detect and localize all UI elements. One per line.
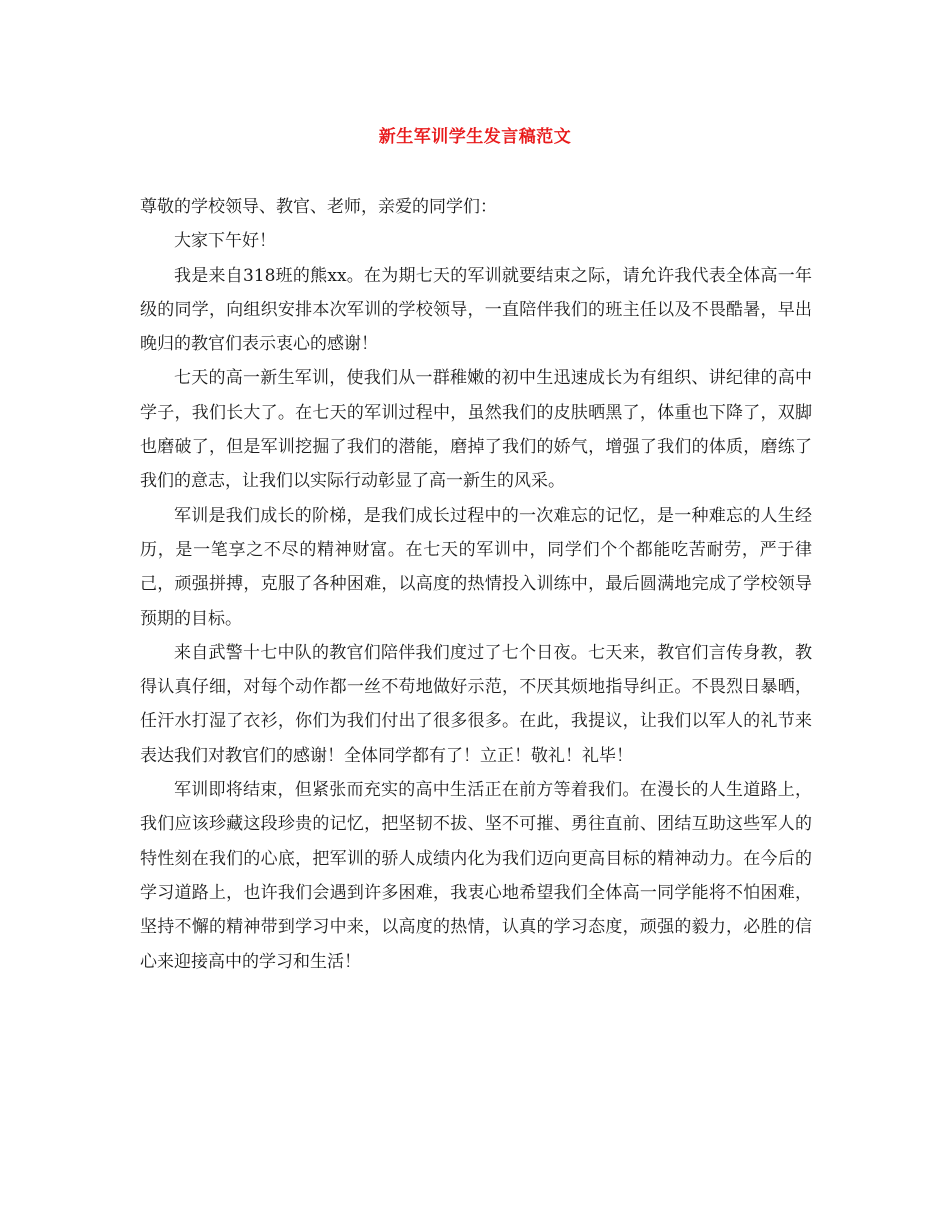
salutation: 尊敬的学校领导、教官、老师，亲爱的同学们： [140, 197, 497, 217]
paragraph-growth: 七天的高一新生军训，使我们从一群稚嫩的初中生迅速成长为有组织、讲纪律的高中学子，我们长大了。在七天的军训过程中，虽然我们的皮肤晒黑了，体重也下降了，双脚也磨破了，但是军训挖掘了我们的潜能，磨掉了我们的娇气，增强了我们的体质，磨练了我们的意志，让我们以实际行动彰显了高一新生的风采。 [140, 368, 812, 492]
paragraph-instructors: 来自武警十七中队的教官们陪伴我们度过了七个日夜。七天来，教官们言传身教，教得认真仔细，对每个动作都一丝不苟地做好示范，不厌其烦地指导纠正。不畏烈日暴晒，任汗水打湿了衣衫，你们为我们付出了很多很多。在此，我提议，让我们以军人的礼节来表达我们对教官们的感谢！全体同学都有了！立正！敬礼！礼毕！ [140, 642, 812, 766]
document-body [140, 190, 812, 979]
paragraph-introduction: 我是来自318班的熊xx。在为期七天的军训就要结束之际，请允许我代表全体高一年级的同学，向组织安排本次军训的学校领导，一直陪伴我们的班主任以及不畏酷暑，早出晚归的教官们表示衷心的感谢！ [140, 265, 812, 355]
paragraph-conclusion: 军训即将结束，但紧张而充实的高中生活正在前方等着我们。在漫长的人生道路上，我们应该珍藏这段珍贵的记忆，把坚韧不拔、坚不可摧、勇往直前、团结互助这些军人的特性刻在我们的心底，把军训的骄人成绩内化为我们迈向更高目标的精神动力。在今后的学习道路上，也许我们会遇到许多困难，我衷心地希望我们全体高一同学能将不怕困难，坚持不懈的精神带到学习中来，以高度的热情，认真的学习态度，顽强的毅力，必胜的信心来迎接高中的学习和生活！ [140, 780, 812, 972]
paragraph-greeting: 大家下午好！ [174, 231, 276, 252]
document-title: 新生军训学生发言稿范文 [378, 127, 572, 147]
paragraph-experience: 军训是我们成长的阶梯，是我们成长过程中的一次难忘的记忆，是一种难忘的人生经历，是一笔享之不尽的精神财富。在七天的军训中，同学们个个都能吃苦耐劳，严于律己，顽强拼搏，克服了各种困难，以高度的热情投入训练中，最后圆满地完成了学校领导预期的目标。 [140, 505, 812, 629]
